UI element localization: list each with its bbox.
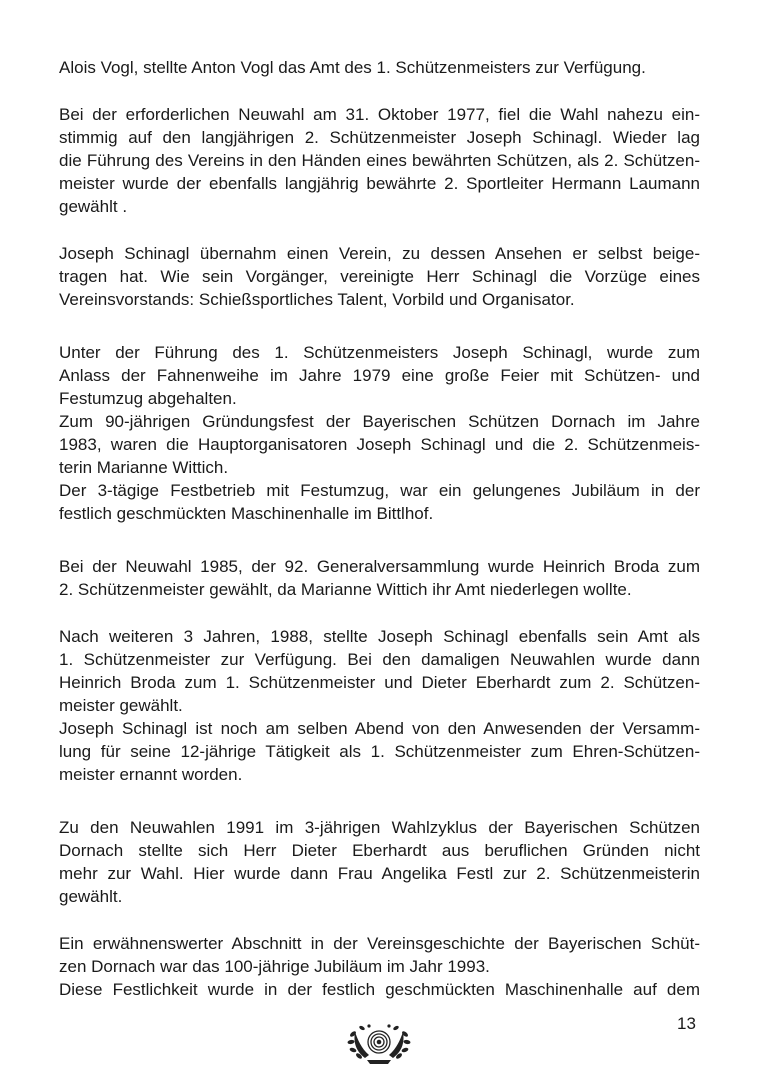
text-line: gewählt . [59,197,128,216]
text-line: Joseph Schinagl ist noch am selben Abend von den Anwesenden der Versamm- [59,719,700,738]
text-line: gewählt. [59,887,123,906]
text-line: Unter der Führung des 1. Schützenmeisters Joseph Schinagl, wurde zum [59,343,700,362]
text-line: Joseph Schinagl übernahm einen Verein, zu dessen Ansehen er selbst beige- [59,244,700,263]
text-line: tragen hat. Wie sein Vorgänger, vereinigte Herr Schinagl die Vorzüge eines [59,267,700,286]
text-line: stimmig auf den langjährigen 2. Schützenmeister Joseph Schinagl. Wieder lag [59,128,700,147]
text-line: terin Marianne Wittich. [59,458,229,477]
text-line: Der 3-tägige Festbetrieb mit Festumzug, war ein gelungenes Jubiläum in der [59,481,700,500]
text-line: die Führung des Vereins in den Händen eines bewährten Schützen, als 2. Schützen- [59,151,700,170]
text-line: Nach weiteren 3 Jahren, 1988, stellte Joseph Schinagl ebenfalls sein Amt als [59,627,700,646]
text-line: Zu den Neuwahlen 1991 im 3-jährigen Wahlzyklus der Bayerischen Schützen [59,818,700,837]
text-line: festlich geschmückten Maschinenhalle im Bittlhof. [59,504,434,523]
text-line: meister wurde der ebenfalls langjährig bewährte 2. Sportleiter Hermann Laumann [59,174,700,193]
text-line: zen Dornach war das 100-jährige Jubiläum im Jahr 1993. [59,957,490,976]
page-number: 13 [677,1014,696,1033]
text-line: Diese Festlichkeit wurde in der festlich geschmückten Maschinenhalle auf dem [59,980,700,999]
text-line: 1. Schützenmeister zur Verfügung. Bei den damaligen Neuwahlen wurde dann [59,650,700,669]
text-line: mehr zur Wahl. Hier wurde dann Frau Angelika Festl zur 2. Schützenmeisterin [59,864,700,883]
text-line: Vereinsvorstands: Schießsportliches Talent, Vorbild und Organisator. [59,290,575,309]
text-line: Heinrich Broda zum 1. Schützenmeister und Dieter Eberhardt zum 2. Schützen- [59,673,700,692]
text-line: meister gewählt. [59,696,183,715]
text-line: 1983, waren die Hauptorganisatoren Joseph Schinagl und die 2. Schützenmeis- [59,435,700,454]
text-line: Bei der erforderlichen Neuwahl am 31. Oktober 1977, fiel die Wahl nahezu ein- [59,105,700,124]
text-line: lung für seine 12-jährige Tätigkeit als 1. Schützenmeister zum Ehren-Schützen- [59,742,700,761]
text-line: Bei der Neuwahl 1985, der 92. Generalversammlung wurde Heinrich Broda zum [59,557,700,576]
wreath-target-icon [343,1022,415,1073]
text-line: Ein erwähnenswerter Abschnitt in der Vereinsgeschichte der Bayerischen Schüt- [59,934,700,953]
text-line: Festumzug abgehalten. [59,389,237,408]
text-line: Dornach stellte sich Herr Dieter Eberhardt aus beruflichen Gründen nicht [59,841,700,860]
text-line: meister ernannt worden. [59,765,243,784]
text-line: 2. Schützenmeister gewählt, da Marianne Wittich ihr Amt niederlegen wollte. [59,580,632,599]
text-line: Anlass der Fahnenweihe im Jahre 1979 eine große Feier mit Schützen- und [59,366,700,385]
text-line: Zum 90-jährigen Gründungsfest der Bayerischen Schützen Dornach im Jahre [59,412,700,431]
text-line: Alois Vogl, stellte Anton Vogl das Amt des 1. Schützenmeisters zur Verfügung. [59,58,646,77]
